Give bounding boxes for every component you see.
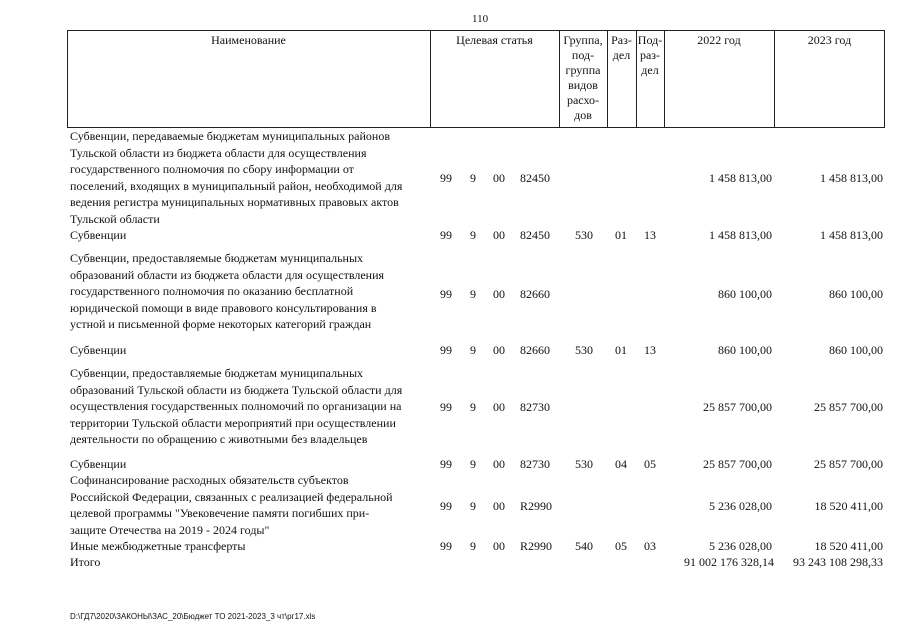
cell-2023: 860 100,00 <box>829 343 883 357</box>
header-group: Группа, под- группа видов расхо- дов <box>563 33 603 122</box>
header-year-2022: 2022 год <box>697 33 741 47</box>
file-path-footer: D:\ГД7\2020\ЗАКОНЫ\ЗАС_20\Бюджет ТО 2021-2023_3 чт\рг17.xls <box>70 612 316 621</box>
cell-2023: 18 520 411,00 <box>814 539 883 553</box>
cell-code-4: 82450 <box>520 171 550 185</box>
cell-2022: 1 458 813,00 <box>709 228 772 242</box>
cell-group: 530 <box>575 457 593 471</box>
cell-section: 05 <box>615 539 627 553</box>
total-2022: 91 002 176 328,14 <box>684 555 774 569</box>
cell-code-3: 00 <box>493 457 505 471</box>
cell-code-2: 9 <box>470 343 476 357</box>
page-number: 110 <box>472 13 489 25</box>
cell-code-1: 99 <box>440 400 452 414</box>
cell-code-4: R2990 <box>520 539 553 553</box>
row-name: Субвенции, передаваемые бюджетам муниципальных районов Тульской области из бюджета области для осуществления государственного полномочия по сбору информации от поселений, входящих в муниципальный район, необходимой для ведения регистра муниципальных нормативных правовых актов Тульской области <box>70 129 403 226</box>
cell-code-2: 9 <box>470 539 476 553</box>
cell-code-3: 00 <box>493 400 505 414</box>
cell-section: 01 <box>615 228 627 242</box>
row-name: Субвенции, предоставляемые бюджетам муниципальных образований области из бюджета области для осуществления государственного полномочия по оказанию бесплатной юридической помощи в виде правового консультирования в устной и письменной форме некоторых категорий граждан <box>70 251 385 331</box>
header-target-article: Целевая статья <box>456 33 533 47</box>
cell-2023: 1 458 813,00 <box>820 228 883 242</box>
cell-code-1: 99 <box>440 539 452 553</box>
row-name: Субвенции <box>70 457 127 471</box>
cell-code-3: 00 <box>493 287 505 301</box>
header-name: Наименование <box>211 33 286 47</box>
cell-code-4: 82730 <box>520 457 550 471</box>
cell-code-2: 9 <box>470 499 476 513</box>
total-row-name: Итого <box>70 555 101 569</box>
header-year-2023: 2023 год <box>807 33 852 47</box>
cell-group: 530 <box>575 343 593 357</box>
cell-2022: 25 857 700,00 <box>703 400 772 414</box>
cell-section: 01 <box>615 343 627 357</box>
cell-2023: 25 857 700,00 <box>814 400 883 414</box>
header-section: Раз- дел <box>611 33 632 62</box>
cell-code-4: 82660 <box>520 287 550 301</box>
total-2023: 93 243 108 298,33 <box>793 555 883 569</box>
cell-code-2: 9 <box>470 171 476 185</box>
cell-2022: 860 100,00 <box>718 343 772 357</box>
row-name: Субвенции <box>70 228 127 242</box>
cell-code-4: 82730 <box>520 400 550 414</box>
cell-code-1: 99 <box>440 171 452 185</box>
cell-code-3: 00 <box>493 539 505 553</box>
cell-group: 540 <box>575 539 593 553</box>
cell-code-3: 00 <box>493 171 505 185</box>
cell-2022: 25 857 700,00 <box>703 457 772 471</box>
cell-code-1: 99 <box>440 457 452 471</box>
cell-subsection: 03 <box>644 539 656 553</box>
cell-code-4: 82450 <box>520 228 550 242</box>
cell-code-2: 9 <box>470 228 476 242</box>
cell-2023: 18 520 411,00 <box>814 499 883 513</box>
row-name: Софинансирование расходных обязательств субъектов Российской Федерации, связанных с реализацией федеральной целевой программы "Увековечение памяти погибших при- защите Отечества на 2019 - 2024 годы" <box>70 473 393 537</box>
cell-code-2: 9 <box>470 400 476 414</box>
cell-code-2: 9 <box>470 287 476 301</box>
cell-code-1: 99 <box>440 343 452 357</box>
cell-code-1: 99 <box>440 228 452 242</box>
row-name: Субвенции, предоставляемые бюджетам муниципальных образований Тульской области из бюджета Тульской области для осуществления государственных полномочий по организации на территории Тульской области мероприятий при осуществлении деятельности по обращению с животными без владельцев <box>70 366 403 446</box>
cell-code-3: 00 <box>493 499 505 513</box>
header-subsection: Под- раз- дел <box>637 33 663 77</box>
row-name: Иные межбюджетные трансферты <box>70 539 246 553</box>
cell-subsection: 05 <box>644 457 656 471</box>
cell-subsection: 13 <box>644 228 656 242</box>
cell-2023: 25 857 700,00 <box>814 457 883 471</box>
cell-code-4: R2990 <box>520 499 553 513</box>
cell-code-1: 99 <box>440 499 452 513</box>
cell-2022: 5 236 028,00 <box>709 539 772 553</box>
cell-group: 530 <box>575 228 593 242</box>
cell-subsection: 13 <box>644 343 656 357</box>
cell-code-1: 99 <box>440 287 452 301</box>
cell-2023: 860 100,00 <box>829 287 883 301</box>
cell-2022: 860 100,00 <box>718 287 772 301</box>
cell-code-4: 82660 <box>520 343 550 357</box>
cell-2023: 1 458 813,00 <box>820 171 883 185</box>
cell-code-3: 00 <box>493 228 505 242</box>
row-name: Субвенции <box>70 343 127 357</box>
cell-code-2: 9 <box>470 457 476 471</box>
cell-section: 04 <box>615 457 627 471</box>
cell-code-3: 00 <box>493 343 505 357</box>
cell-2022: 5 236 028,00 <box>709 499 772 513</box>
cell-2022: 1 458 813,00 <box>709 171 772 185</box>
